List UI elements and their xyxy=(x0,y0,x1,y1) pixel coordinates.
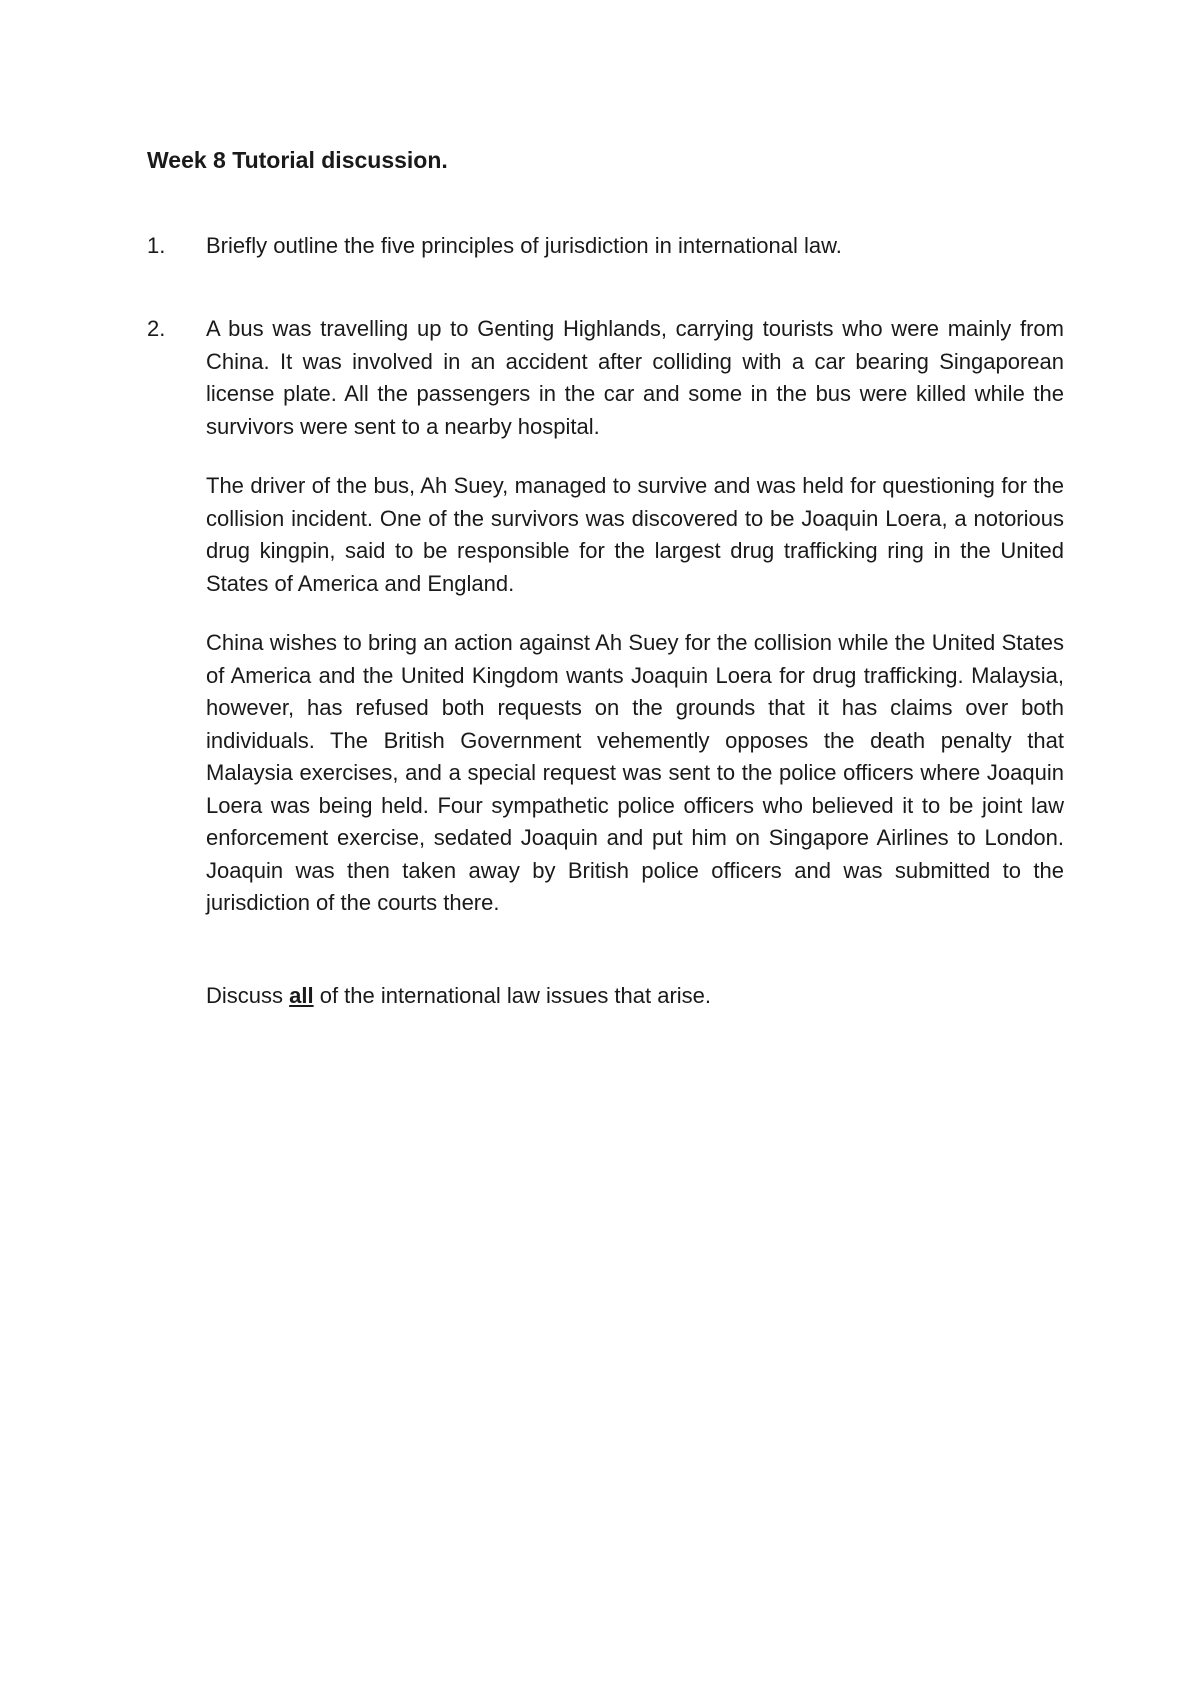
question-2-paragraph-3: China wishes to bring an action against Ah Suey for the collision while the United States of America and the United Kingdom wants Joaquin Loera for drug trafficking. Malaysia, however, has refused both requests on the grounds that it has claims over both individuals. The British Government vehemently opposes the death penalty that Malaysia exercises, and a special request was sent to the police officers where Joaquin Loera was being held. Four sympathetic police officers who believed it to be joint law enforcement exercise, sedated Joaquin and put him on Singapore Airlines to London. Joaquin was then taken away by British police officers and was submitted to the jurisdiction of the courts there. xyxy=(206,630,1064,915)
question-1-text: Briefly outline the five principles of jurisdiction in international law. xyxy=(206,233,842,258)
question-1-number: 1. xyxy=(147,233,166,258)
instruction-emphasis: all xyxy=(289,983,314,1008)
question-2-number: 2. xyxy=(147,316,166,341)
instruction-lead-text: Discuss xyxy=(206,983,290,1008)
instruction-tail-text: of the international law issues that arise. xyxy=(313,983,712,1008)
question-2-paragraph-2: The driver of the bus, Ah Suey, managed to survive and was held for questioning for the collision incident. One of the survivors was discovered to be Joaquin Loera, a notorious drug kingpin, said to be responsible for the largest drug trafficking ring in the United States of America and England. xyxy=(206,473,1064,596)
question-2-paragraph-1: A bus was travelling up to Genting Highlands, carrying tourists who were mainly from China. It was involved in an accident after colliding with a car bearing Singaporean license plate. All the passengers in the car and some in the bus were killed while the survivors were sent to a nearby hospital. xyxy=(206,316,1064,439)
question-2-instruction xyxy=(206,980,1064,1013)
document-title: Week 8 Tutorial discussion. xyxy=(147,147,448,173)
